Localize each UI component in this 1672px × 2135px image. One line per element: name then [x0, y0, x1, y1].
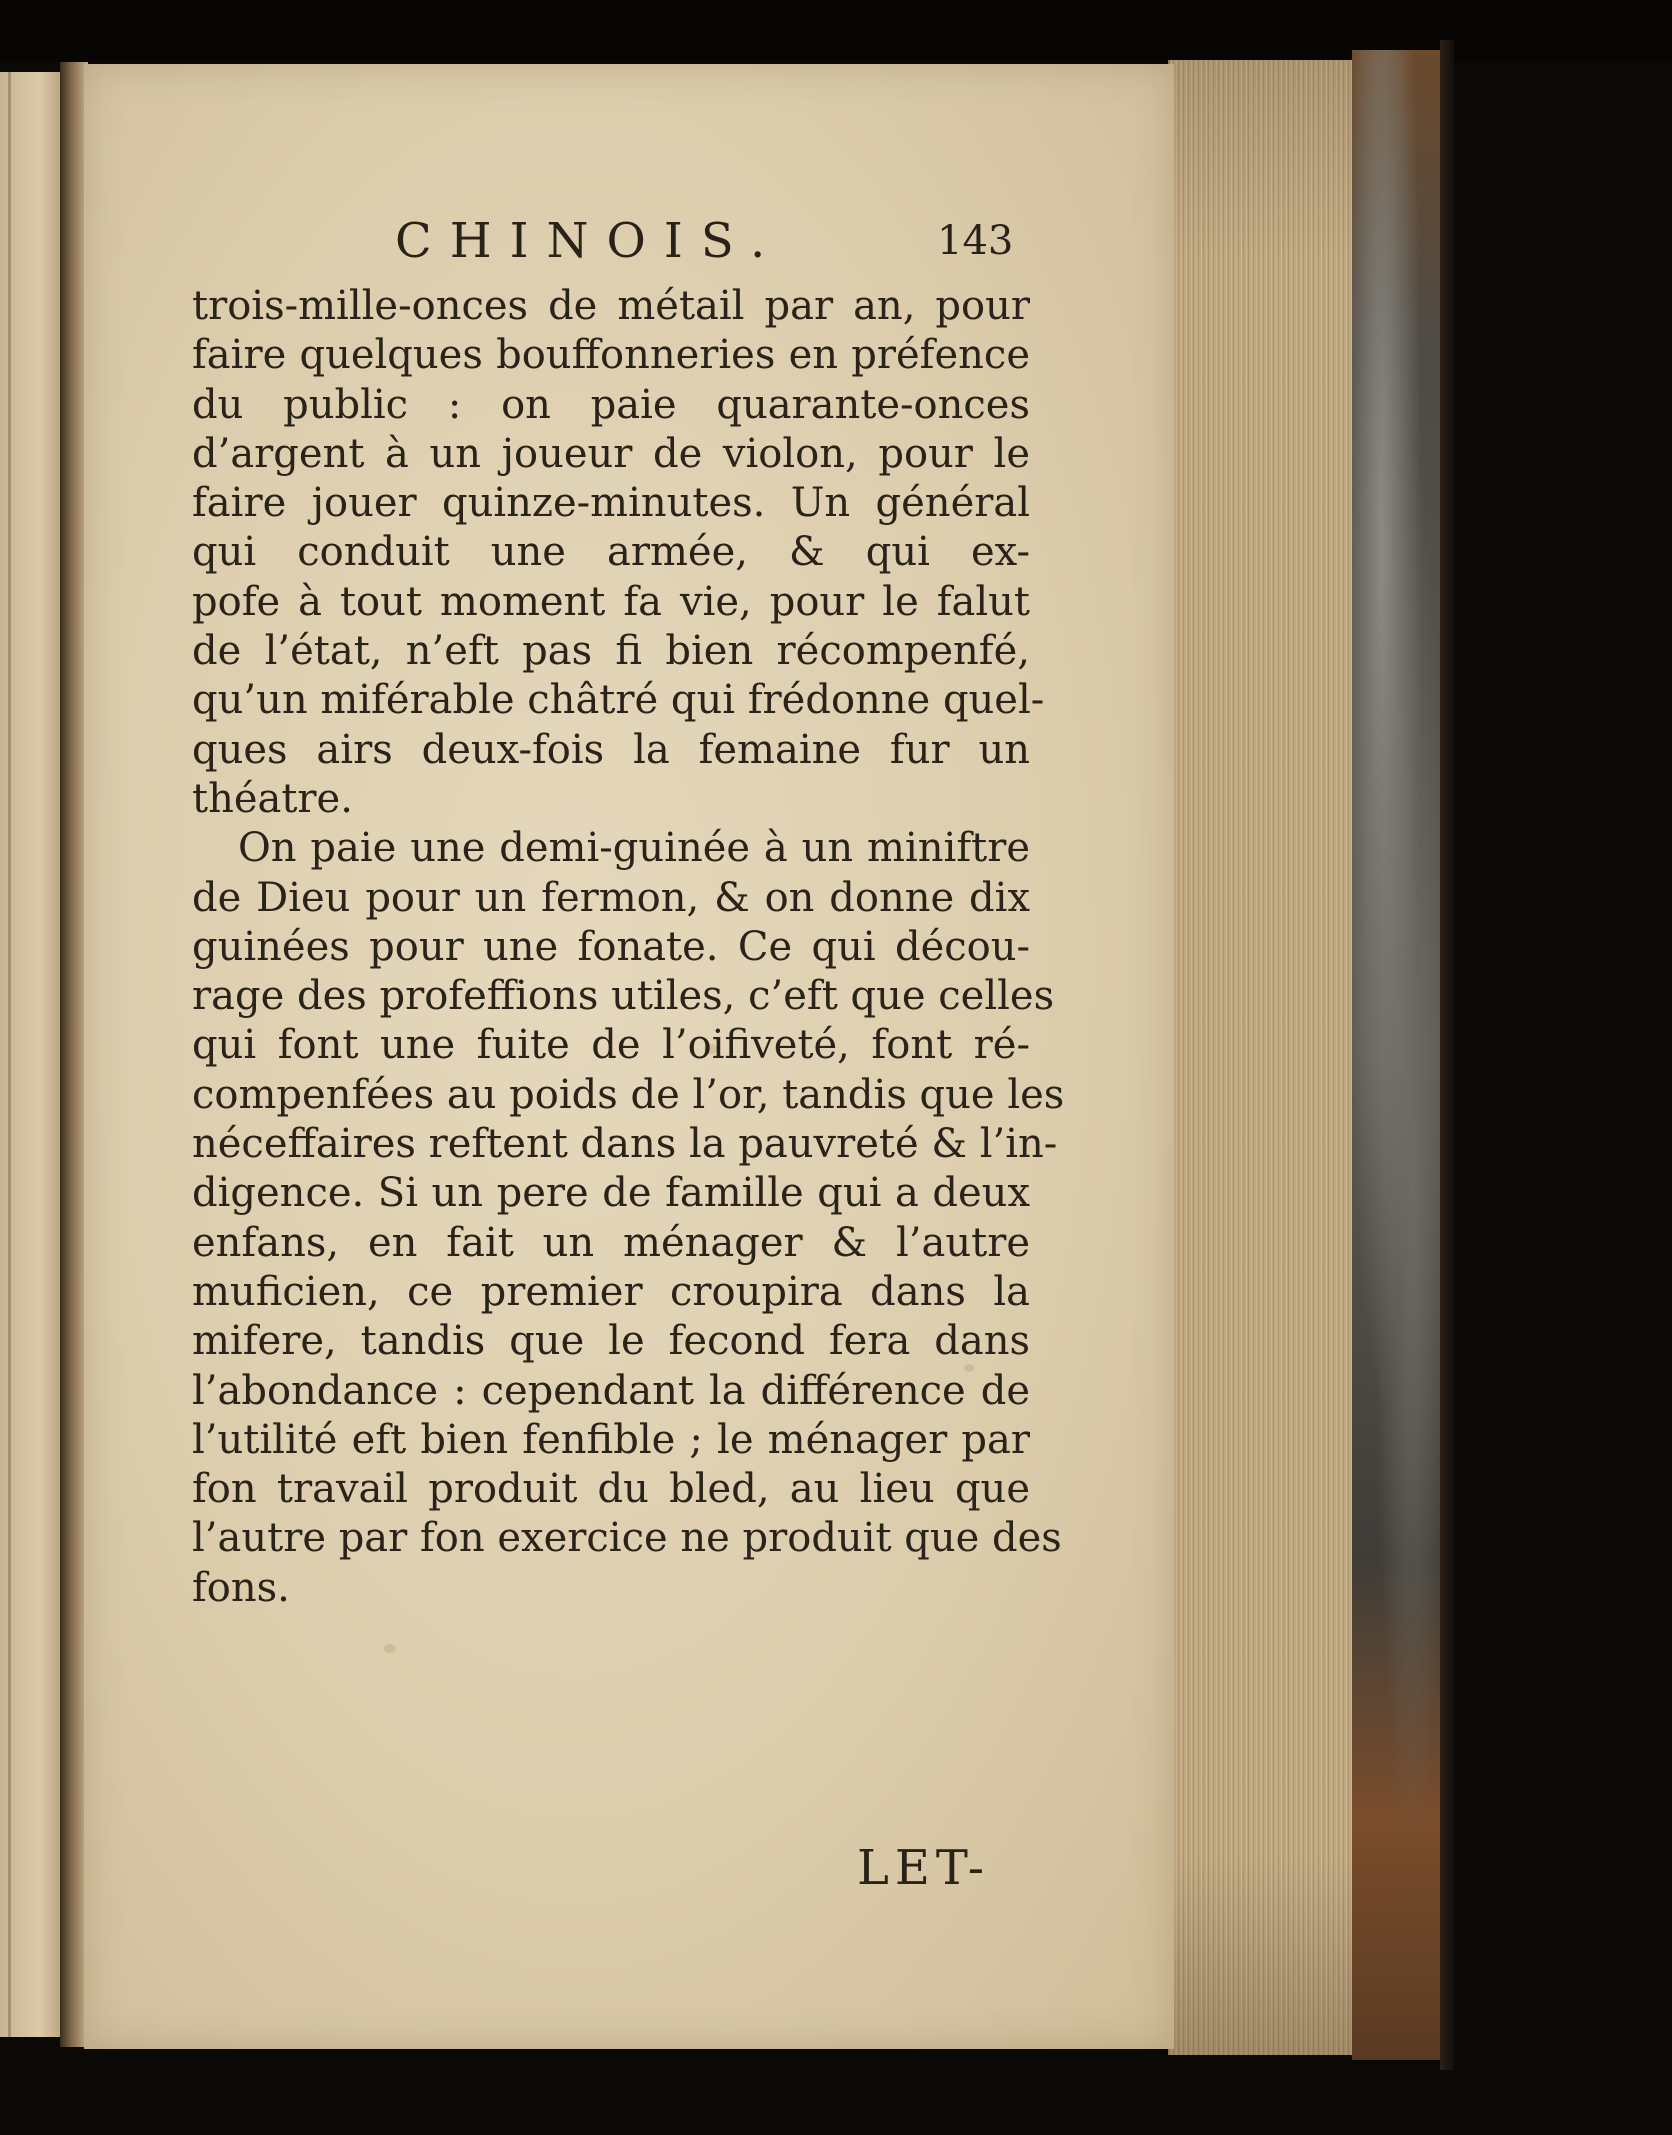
text-line: de Dieu pour un fermon, & on donne dix [192, 874, 1030, 921]
text-line: du public : on paie quarante-onces [192, 381, 1030, 428]
text-line: On paie une demi-guinée à un miniftre [238, 825, 1030, 872]
page-number: 143 [937, 218, 1014, 264]
text-line: faire quelques bouffonneries en préfence [192, 332, 1030, 379]
text-line: compenfées au poids de l’or, tandis que les [192, 1071, 1065, 1118]
foxing-spot [384, 1644, 396, 1653]
catchword: LET- [857, 1840, 990, 1896]
text-line: l’abondance : cependant la différence de [192, 1367, 1030, 1414]
text-line: digence. Si un pere de famille qui a deux [192, 1170, 1030, 1217]
text-line: mifere, tandis que le fecond fera dans [192, 1318, 1030, 1365]
running-title: CHINOIS. [395, 213, 784, 269]
text-line: ques airs deux-fois la femaine fur un [192, 726, 1030, 773]
text-line: qu’un miférable châtré qui frédonne quel- [192, 677, 1045, 724]
left-page-edge [0, 72, 68, 2037]
text-line: qui conduit une armée, & qui ex- [192, 529, 1030, 576]
text-line: rage des profeffions utiles, c’eft que celles [192, 973, 1055, 1020]
text-line: de l’état, n’eft pas fi bien récompenfé, [192, 628, 1030, 675]
body-text [192, 282, 1065, 1613]
text-line: fons. [192, 1564, 290, 1611]
text-line: enfans, en fait un ménager & l’autre [192, 1219, 1030, 1266]
text-line: muficien, ce premier croupira dans la [192, 1268, 1030, 1315]
text-line: néceffaires reftent dans la pauvreté & l’in- [192, 1121, 1058, 1168]
text-line: pofe à tout moment fa vie, pour le falut [192, 578, 1030, 625]
text-line: faire jouer quinze-minutes. Un général [192, 480, 1030, 527]
text-line: l’utilité eft bien fenfible ; le ménager par [192, 1416, 1030, 1463]
text-line: d’argent à un joueur de violon, pour le [192, 430, 1030, 477]
text-line: guinées pour une fonate. Ce qui décou- [192, 923, 1030, 970]
page-block-fore-edge [1168, 60, 1360, 2055]
text-line: fon travail produit du bled, au lieu que [192, 1466, 1030, 1513]
text-line: trois-mille-onces de métail par an, pour [192, 283, 1030, 329]
marbled-cover-board [1352, 50, 1452, 2060]
text-line: qui font une fuite de l’oifiveté, font ré- [192, 1022, 1030, 1069]
text-line: théatre. [192, 775, 353, 822]
text-line: l’autre par fon exercice ne produit que des [192, 1515, 1062, 1562]
cover-edge [1440, 40, 1454, 2070]
